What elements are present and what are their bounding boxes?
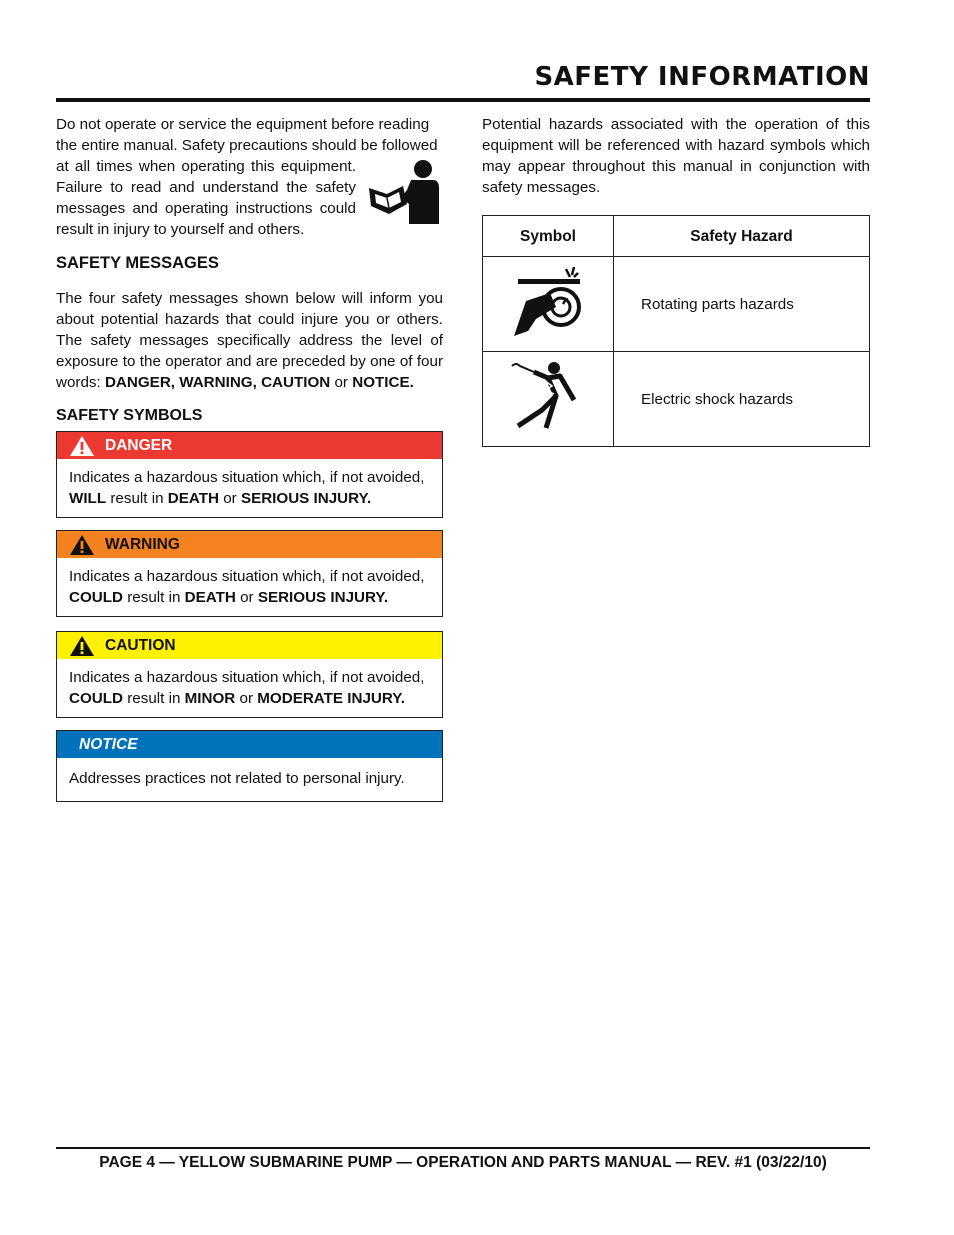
read-manual-icon: [367, 158, 443, 224]
title-rule: [56, 98, 870, 102]
danger-header: [57, 432, 442, 459]
notice-description: Addresses practices not related to personal injury.: [69, 770, 405, 787]
alert-triangle-icon: [69, 435, 95, 457]
alert-triangle-icon: [69, 534, 95, 556]
safety-symbols-heading: SAFETY SYMBOLS: [56, 407, 203, 424]
signal-words: DANGER, WARNING, CAUTION: [104, 374, 331, 391]
intro-line-2: the entire manual. Safety precautions should be followed: [56, 137, 438, 154]
page-footer: PAGE 4 — YELLOW SUBMARINE PUMP — OPERATION AND PARTS MANUAL — REV. #1 (03/22/10): [99, 1154, 827, 1171]
hazard-intro: Potential hazards associated with the operation of this equipment will be referenced with hazard symbols which may appear throughout this manual in conjunction with safety messages.: [482, 116, 870, 196]
hazard-table: [482, 215, 870, 447]
left-column: [56, 114, 443, 802]
caution-header: [57, 632, 442, 659]
column-header-hazard: Safety Hazard: [614, 216, 870, 257]
warning-header: [57, 531, 442, 558]
alert-triangle-icon: [69, 635, 95, 657]
footer-rule: [56, 1147, 870, 1149]
column-header-symbol: Symbol: [483, 216, 614, 257]
intro-section: [56, 114, 443, 240]
table-row: [483, 257, 870, 352]
table-row: [483, 352, 870, 447]
symbol-cell: [483, 352, 614, 447]
right-column: [482, 114, 870, 447]
caution-label: CAUTION: [105, 637, 176, 654]
notice-label: NOTICE: [79, 736, 138, 753]
warning-box: [56, 530, 443, 617]
intro-rest: at all times when operating this equipment. Failure to read and understand the safety messages and operating instructions could result in injury to yourself and others.: [56, 158, 356, 238]
table-header-row: [483, 216, 870, 257]
symbol-cell: [483, 257, 614, 352]
rotating-parts-icon: [508, 261, 588, 341]
danger-box: [56, 431, 443, 518]
warning-label: WARNING: [105, 536, 180, 553]
caution-description: Indicates a hazardous situation which, if not avoided, COULD result in MINOR or MODERATE INJURY.: [69, 669, 425, 707]
page-title: SAFETY INFORMATION: [534, 62, 870, 92]
warning-description: Indicates a hazardous situation which, if not avoided, COULD result in DEATH or SERIOUS INJURY.: [69, 568, 425, 606]
intro-line-1: Do not operate or service the equipment before reading: [56, 116, 430, 133]
caution-box: [56, 631, 443, 718]
danger-description: Indicates a hazardous situation which, if not avoided, WILL result in DEATH or SERIOUS INJURY.: [69, 469, 425, 507]
safety-messages-text: The four safety messages shown below will inform you about potential hazards that could injure you or others. The safety messages specifically address the level of exposure to the operator and are preceded by one of four words: DANGER, WARNING, CAUTION or NOTICE.: [56, 290, 443, 391]
notice-header: [57, 731, 442, 758]
signal-word-notice: NOTICE.: [352, 374, 414, 391]
danger-label: DANGER: [105, 437, 173, 454]
electric-shock-icon: [508, 356, 588, 436]
notice-box: [56, 730, 443, 802]
hazard-cell: Electric shock hazards: [614, 352, 870, 447]
safety-messages-heading: SAFETY MESSAGES: [56, 254, 219, 272]
hazard-cell: Rotating parts hazards: [614, 257, 870, 352]
